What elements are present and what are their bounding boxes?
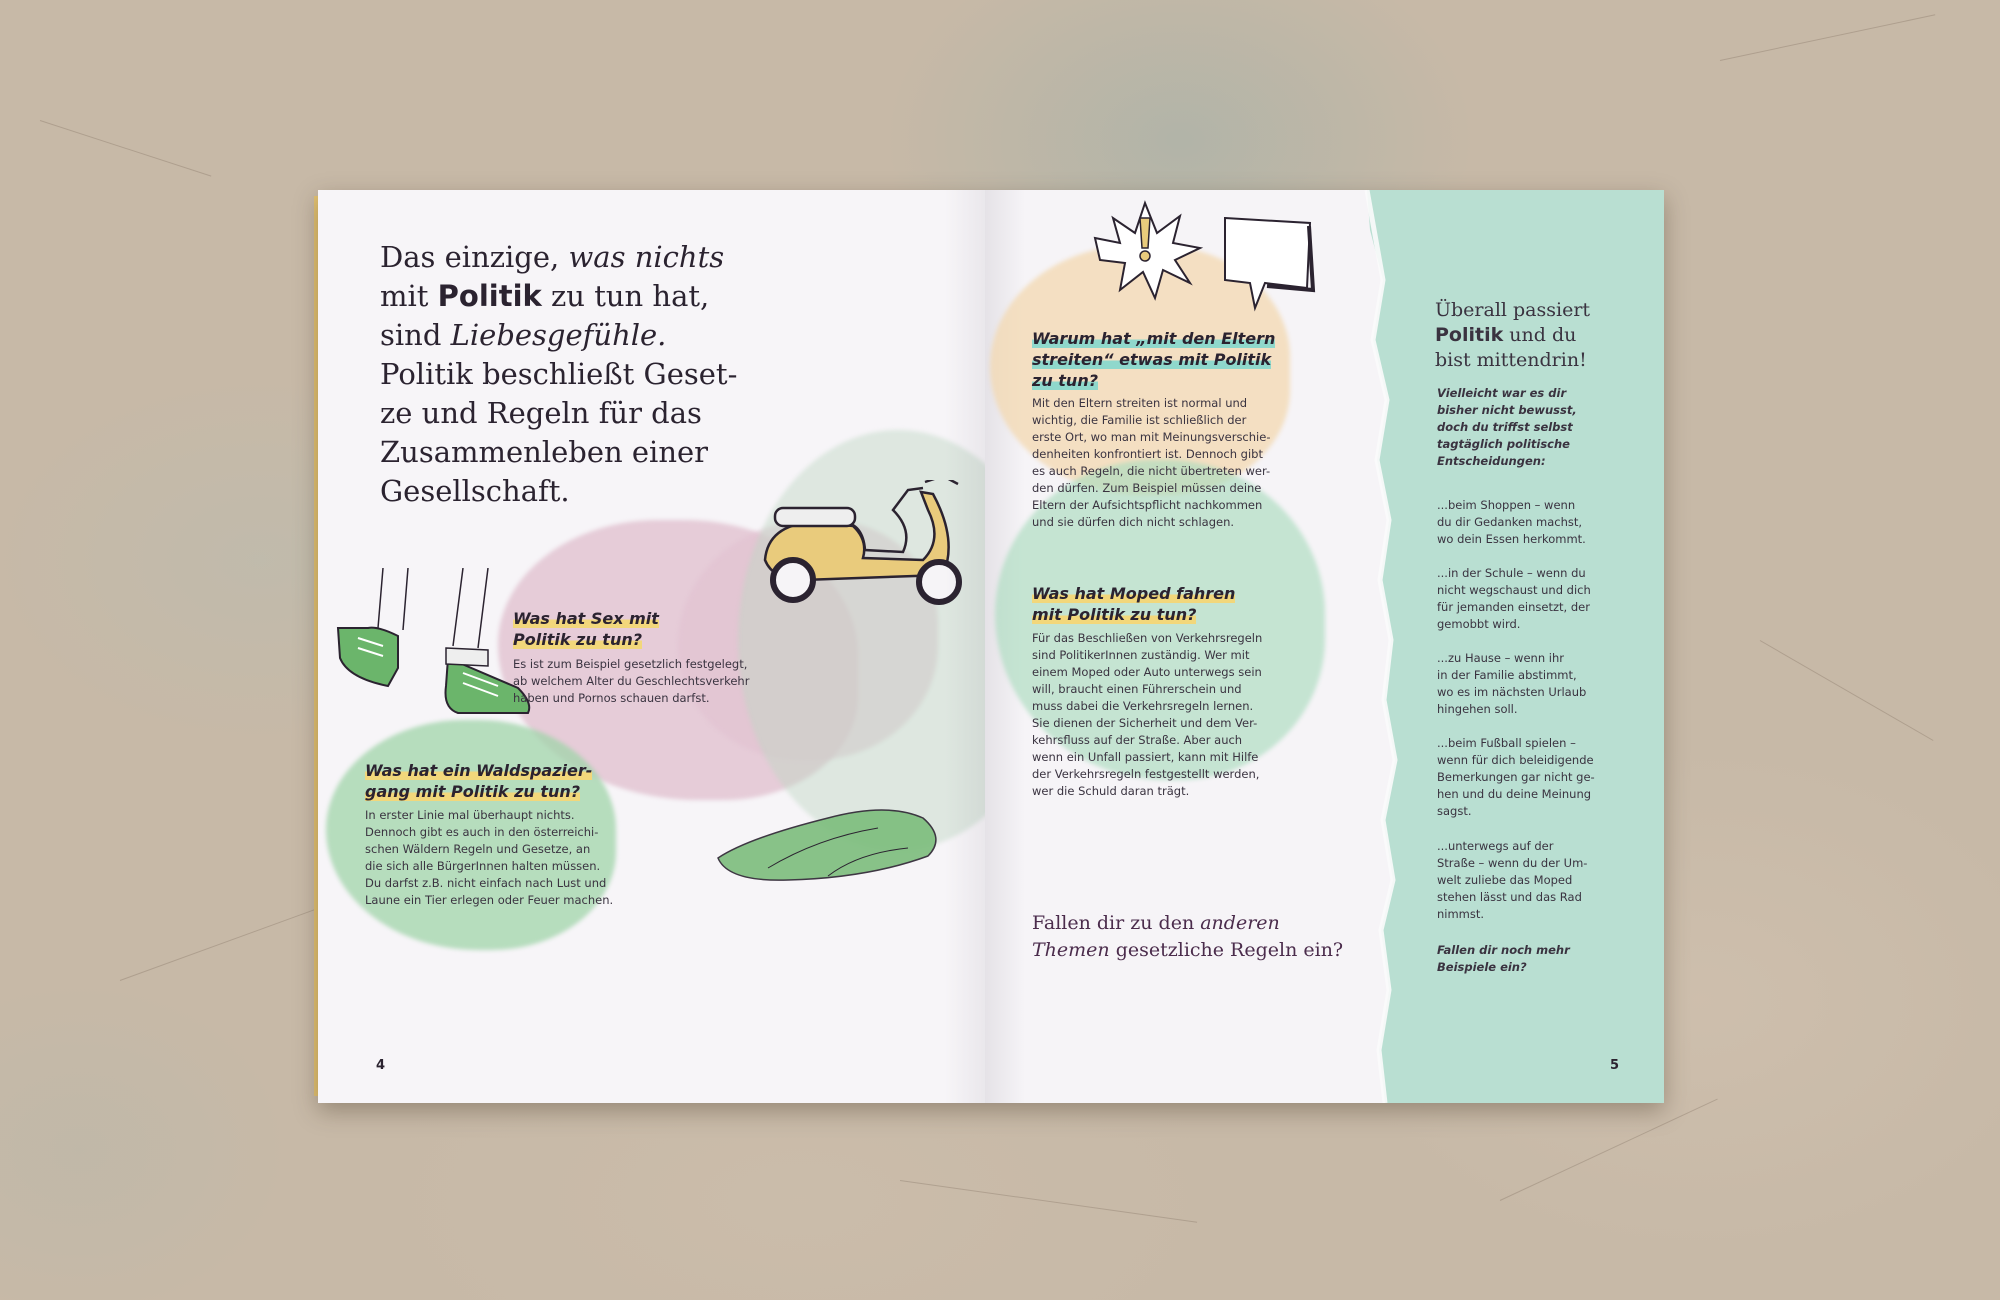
sidebar-example-shoppen: ...beim Shoppen – wenn du dir Gedanken machst, wo dein Essen herkommt.: [1437, 498, 1586, 546]
wald-heading: Was hat ein Waldspazier- gang mit Politik zu tun?: [365, 761, 593, 801]
sex-body: Es ist zum Beispiel gesetzlich festgelegt, ab welchem Alter du Geschlechtsverkehr haben und Pornos schauen darfst.: [513, 657, 750, 705]
sidebar-closing: Fallen dir noch mehr Beispiele ein?: [1437, 943, 1570, 974]
floor-crack: [40, 120, 211, 177]
eltern-heading: Warum hat „mit den Eltern streiten“ etwas mit Politik zu tun?: [1032, 329, 1276, 390]
floor-crack: [1500, 1099, 1718, 1201]
wald-body: In erster Linie mal überhaupt nichts. Dennoch gibt es auch in den österreichi- schen Wäldern Regeln und Gesetze, an die sich alle BürgerInnen halten müssen. Du darfst z.B. nicht einfach nach Lust und Laune ein Tier erlegen oder Feuer machen.: [365, 808, 614, 907]
intro-heading: Das einzige, was nichts mit Politik zu tun hat, sind Liebesgefühle. Politik beschließt Geset- ze und Regeln für das Zusammenleben einer Gesellschaft.: [380, 240, 738, 508]
sidebar-example-fussball: ...beim Fußball spielen – wenn für dich beleidigende Bemerkungen gar nicht ge- hen und du deine Meinung sagst.: [1437, 736, 1595, 818]
floor-crack: [900, 1180, 1197, 1223]
sidebar-title: Überall passiert Politik und du bist mittendrin!: [1435, 299, 1591, 371]
moped-heading: Was hat Moped fahren mit Politik zu tun?: [1032, 584, 1236, 624]
sidebar-intro: Vielleicht war es dir bisher nicht bewusst, doch du triffst selbst tagtäglich politische Entscheidungen:: [1437, 386, 1577, 468]
sidebar-example-zuhause: ...zu Hause – wenn ihr in der Familie abstimmt, wo es im nächsten Urlaub hingehen soll.: [1437, 651, 1587, 716]
sidebar-example-strasse: ...unterwegs auf der Straße – wenn du der Um- welt zuliebe das Moped stehen lässt und das Rad nimmst.: [1437, 839, 1588, 921]
floor-crack: [1720, 14, 1935, 61]
question-text: Fallen dir zu den anderen Themen gesetzliche Regeln ein?: [1032, 912, 1344, 961]
sex-heading: Was hat Sex mit Politik zu tun?: [513, 609, 659, 649]
page-number-right: 5: [1610, 1058, 1620, 1073]
scooter-illustration: [743, 480, 993, 615]
brochure-spread: [318, 190, 1664, 1103]
page-right: [985, 190, 1664, 1103]
eltern-body: Mit den Eltern streiten ist normal und wichtig, die Familie ist schließlich der erste Ort, wo man mit Meinungsverschie- denheiten konfrontiert ist. Dennoch gibt es auch Regeln, die nicht übertreten wer- den dürfen. Zum Beispiel müssen deine Eltern der Aufsichtspflicht nachkommen und sie dürfen dich nicht schlagen.: [1032, 396, 1271, 529]
exclamation-burst-icon: [1085, 198, 1335, 318]
sidebar-example-schule: ...in der Schule – wenn du nicht wegschaust und dich für jemanden einsetzt, der gemobbt wird.: [1437, 566, 1591, 631]
page-number-left: 4: [376, 1058, 386, 1073]
floor-crack: [1760, 640, 1934, 741]
page-left: [318, 190, 986, 1103]
sleeping-bag-illustration: [708, 798, 948, 888]
moped-body: Für das Beschließen von Verkehrsregeln sind PolitikerInnen zuständig. Wer mit einem Moped oder Auto unterwegs sein will, braucht einen Führerschein und muss dabei die Verkehrsregeln lernen. Sie dienen der Sicherheit und dem Ver- kehrsfluss auf der Straße. Aber auch wenn ein Unfall passiert, kann mit Hilfe der Verkehrsregeln festgestellt werden, wer die Schuld daran trägt.: [1032, 631, 1263, 798]
